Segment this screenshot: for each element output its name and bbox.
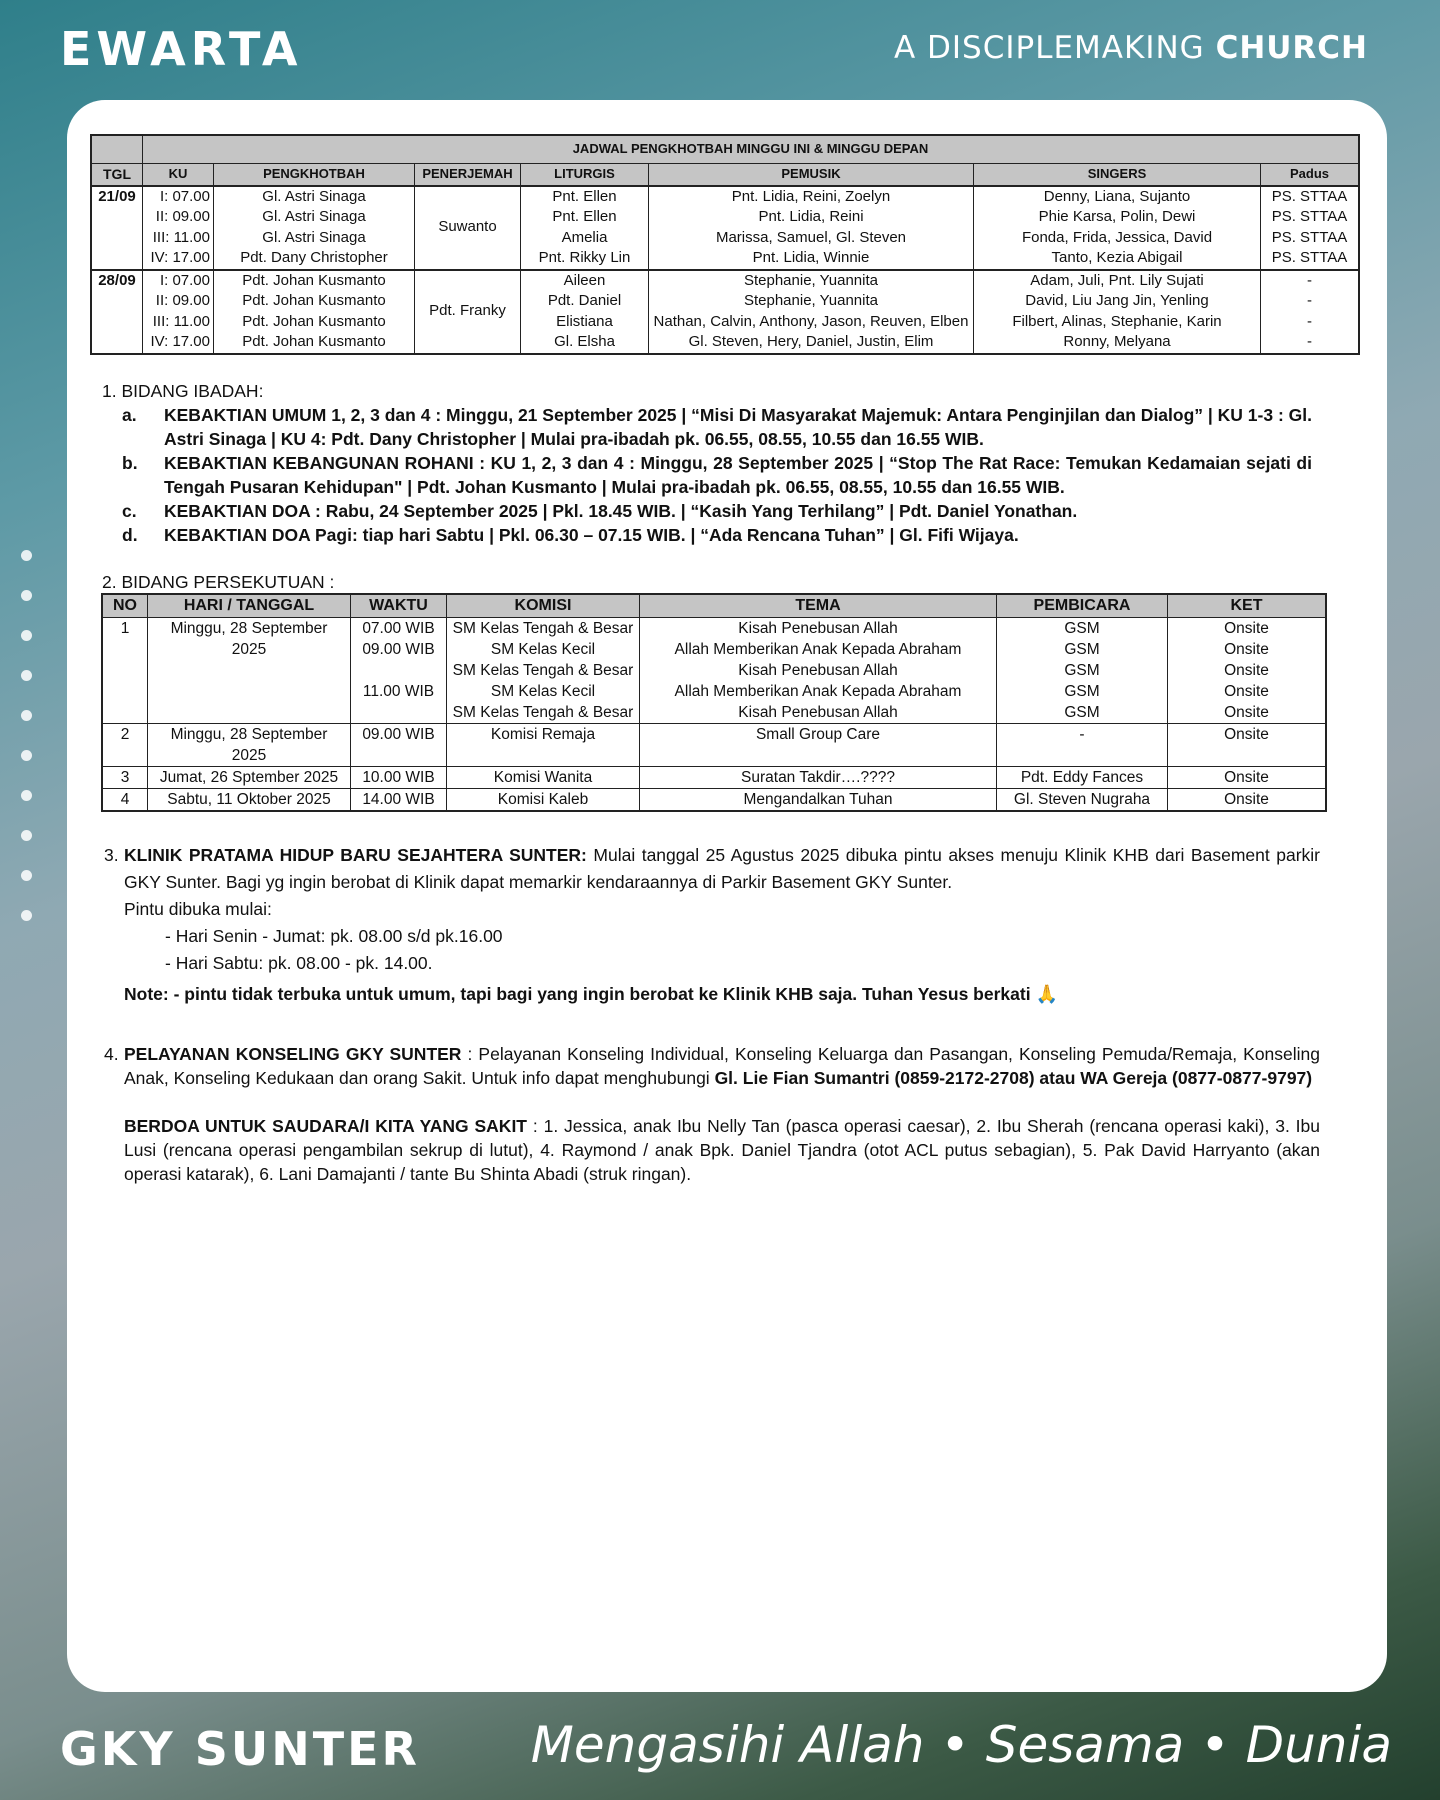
section-title: KLINIK PRATAMA HIDUP BARU SEJAHTERA SUNTER: <box>124 844 587 865</box>
penerjemah-cell: Suwanto <box>415 186 521 270</box>
table-row: 28/09 I: 07.00 Pdt. Johan Kusmanto Pdt. Franky Aileen Stephanie, Yuannita Adam, Juli, Pnt. Lily Sujati - <box>91 270 1359 292</box>
section-konseling: 4. PELAYANAN KONSELING GKY SUNTER : Pelayanan Konseling Individual, Konseling Keluarga dan Pasangan, Konseling Pemuda/Remaja, Konseling Anak, Konseling Kedukaan dan orang Sakit. Untuk info dapat menghubungi Gl. Lie Fian Sumantri (0859-2172-2708) atau WA Gereja (0877-0877-9797) BERDOA UNTUK SAUDARA/I KITA YANG SAKIT : 1. Jessica, anak Ibu Nelly Tan (pasca operasi caesar), 2. Ibu Sherah (rencana operasi kaki), 3. Ibu Lusi (rencana operasi pengambilan sekrup di lutut), 4. Raymond / anak Bpk. Daniel Tjandra (otot ACL putus sebagian), 5. Pak David Harryanto (akan operasi katarak), 6. Lani Damajanti / tante Bu Shinta Abadi (struk ringan). <box>104 1043 1321 1184</box>
col-header: KU <box>143 164 214 186</box>
section-title: 1. BIDANG IBADAH: <box>102 380 264 401</box>
section-persekutuan <box>90 571 1360 812</box>
section-klinik: 3. KLINIK PRATAMA HIDUP BARU SEJAHTERA SUNTER: Mulai tanggal 25 Agustus 2025 dibuka pintu akses menuju Klinik KHB dari Basement parkir GKY Sunter. Bagi yg ingin berobat di Klinik dapat memarkir kendaraannya di Parkir Basement GKY Sunter. Pintu dibuka mulai: - Hari Senin - Jumat: pk. 08.00 s/d pk.16.00 - Hari Sabtu: pk. 08.00 - pk. 14.00. Note: - pintu tidak terbuka untuk umum, tapi bagi yang ingin berobat ke Klinik KHB saja. Tuhan Yesus berkati 🙏 <box>102 842 1360 1008</box>
col-header: KET <box>1168 594 1327 618</box>
col-header: LITURGIS <box>521 164 649 186</box>
list-item: b. KEBAKTIAN KEBANGUNAN ROHANI : KU 1, 2, 3 dan 4 : Minggu, 28 September 2025 | “Stop The Rat Race: Temukan Kedamaian sejati di Tengah Pusaran Kehidupan" | Pdt. Johan Kusmanto | Mulai pra-ibadah pk. 06.55, 08.55, 10.55 dan 16.55 WIB. <box>122 452 1312 497</box>
table-row: II: 09.00 Gl. Astri Sinaga Pnt. Ellen Pnt. Lidia, Reini Phie Karsa, Polin, Dewi PS. STTAA <box>91 207 1359 228</box>
table-row: III: 11.00 Gl. Astri Sinaga Amelia Marissa, Samuel, Gl. Steven Fonda, Frida, Jessica, David PS. STTAA <box>91 228 1359 249</box>
col-header: PEMBICARA <box>997 594 1168 618</box>
section-title: PELAYANAN KONSELING GKY SUNTER <box>124 1043 462 1064</box>
bulletin-content <box>90 134 1360 1186</box>
contact-info: Gl. Lie Fian Sumantri (0859-2172-2708) atau WA Gereja (0877-0877-9797) <box>714 1067 1313 1088</box>
col-header: PENGKHOTBAH <box>214 164 415 186</box>
col-header: PEMUSIK <box>649 164 974 186</box>
schedule-group-2809 <box>91 270 1359 354</box>
list-item: d. KEBAKTIAN DOA Pagi: tiap hari Sabtu | Pkl. 06.30 – 07.15 WIB. | “Ada Rencana Tuhan” | Gl. Fifi Wijaya. <box>122 524 1019 545</box>
col-header: TEMA <box>640 594 997 618</box>
list-item: c. KEBAKTIAN DOA : Rabu, 24 September 2025 | Pkl. 18.45 WIB. | “Kasih Yang Terhilang” | Pdt. Daniel Yonathan. <box>122 500 1078 521</box>
preacher-schedule-table <box>90 134 1360 355</box>
section-ibadah <box>90 379 1360 547</box>
fellowship-table <box>101 593 1327 812</box>
header-tagline: A DISCIPLEMAKING CHURCH <box>893 30 1368 66</box>
list-item: a. KEBAKTIAN UMUM 1, 2, 3 dan 4 : Minggu, 21 September 2025 | “Misi Di Masyarakat Majemuk: Antara Penginjilan dan Dialog” | KU 1-3 : Gl. Astri Sinaga | KU 4: Pdt. Dany Christopher | Mulai pra-ibadah pk. 06.55, 08.55, 10.55 dan 16.55 WIB. <box>122 404 1312 449</box>
table-row: 2 Minggu, 28 September 2025 09.00 WIB Komisi Remaja Small Group Care - Onsite <box>102 723 1326 766</box>
table-row: IV: 17.00 Pdt. Johan Kusmanto Gl. Elsha Gl. Steven, Hery, Daniel, Justin, Elim Ronny, Melyana - <box>91 332 1359 354</box>
schedule-title: JADWAL PENGKHOTBAH MINGGU INI & MINGGU DEPAN <box>143 135 1360 164</box>
col-header: WAKTU <box>351 594 447 618</box>
section-title: 2. BIDANG PERSEKUTUAN : <box>102 571 335 592</box>
section-title: BERDOA UNTUK SAUDARA/I KITA YANG SAKIT <box>124 1115 527 1136</box>
table-row: 1 Minggu, 28 September 2025 07.00 WIB 09.00 WIB 11.00 WIB SM Kelas Tengah & Besar SM Kelas Kecil SM Kelas Tengah & Besar SM Kelas Kecil SM Kelas Tengah & Besar Kisah Penebusan Allah Allah Memberikan Anak Kepada Abraham Kisah Penebusan Allah Allah Memberikan Anak Kepada Abraham Kisah Penebusan Allah GSM GSM GSM GSM GSM Onsite Onsite Onsite Onsite Onsite <box>102 617 1326 723</box>
table-row: IV: 17.00 Pdt. Dany Christopher Pnt. Rikky Lin Pnt. Lidia, Winnie Tanto, Kezia Abigail PS. STTAA <box>91 248 1359 270</box>
col-header: PENERJEMAH <box>415 164 521 186</box>
table-row: 4 Sabtu, 11 Oktober 2025 14.00 WIB Komisi Kaleb Mengandalkan Tuhan Gl. Steven Nugraha Onsite <box>102 788 1326 811</box>
decorative-dots <box>10 538 70 938</box>
praying-hands-icon: 🙏 <box>1035 983 1058 1004</box>
tgl-cell: 28/09 <box>91 270 143 354</box>
col-header: SINGERS <box>974 164 1261 186</box>
table-row: 3 Jumat, 26 Sptember 2025 10.00 WIB Komisi Wanita Suratan Takdir….???? Pdt. Eddy Fances Onsite <box>102 766 1326 788</box>
schedule-group-2109 <box>91 186 1359 270</box>
brand-logo: EWARTA <box>60 22 303 76</box>
col-header: HARI / TANGGAL <box>148 594 351 618</box>
table-row: 21/09 I: 07.00 Gl. Astri Sinaga Suwanto Pnt. Ellen Pnt. Lidia, Reini, Zoelyn Denny, Liana, Sujanto PS. STTAA <box>91 186 1359 208</box>
tgl-cell: 21/09 <box>91 186 143 270</box>
col-header: NO <box>102 594 148 618</box>
church-name: GKY SUNTER <box>60 1722 420 1776</box>
col-header: Padus <box>1261 164 1360 186</box>
motto: Mengasihi Allah • Sesama • Dunia <box>530 1716 1392 1774</box>
table-row: III: 11.00 Pdt. Johan Kusmanto Elistiana Nathan, Calvin, Anthony, Jason, Reuven, Elben Filbert, Alinas, Stephanie, Karin - <box>91 312 1359 333</box>
col-header: TGL <box>91 164 143 186</box>
table-row: II: 09.00 Pdt. Johan Kusmanto Pdt. Daniel Stephanie, Yuannita David, Liu Jang Jin, Yenling - <box>91 291 1359 312</box>
col-header: KOMISI <box>447 594 640 618</box>
penerjemah-cell: Pdt. Franky <box>415 270 521 354</box>
